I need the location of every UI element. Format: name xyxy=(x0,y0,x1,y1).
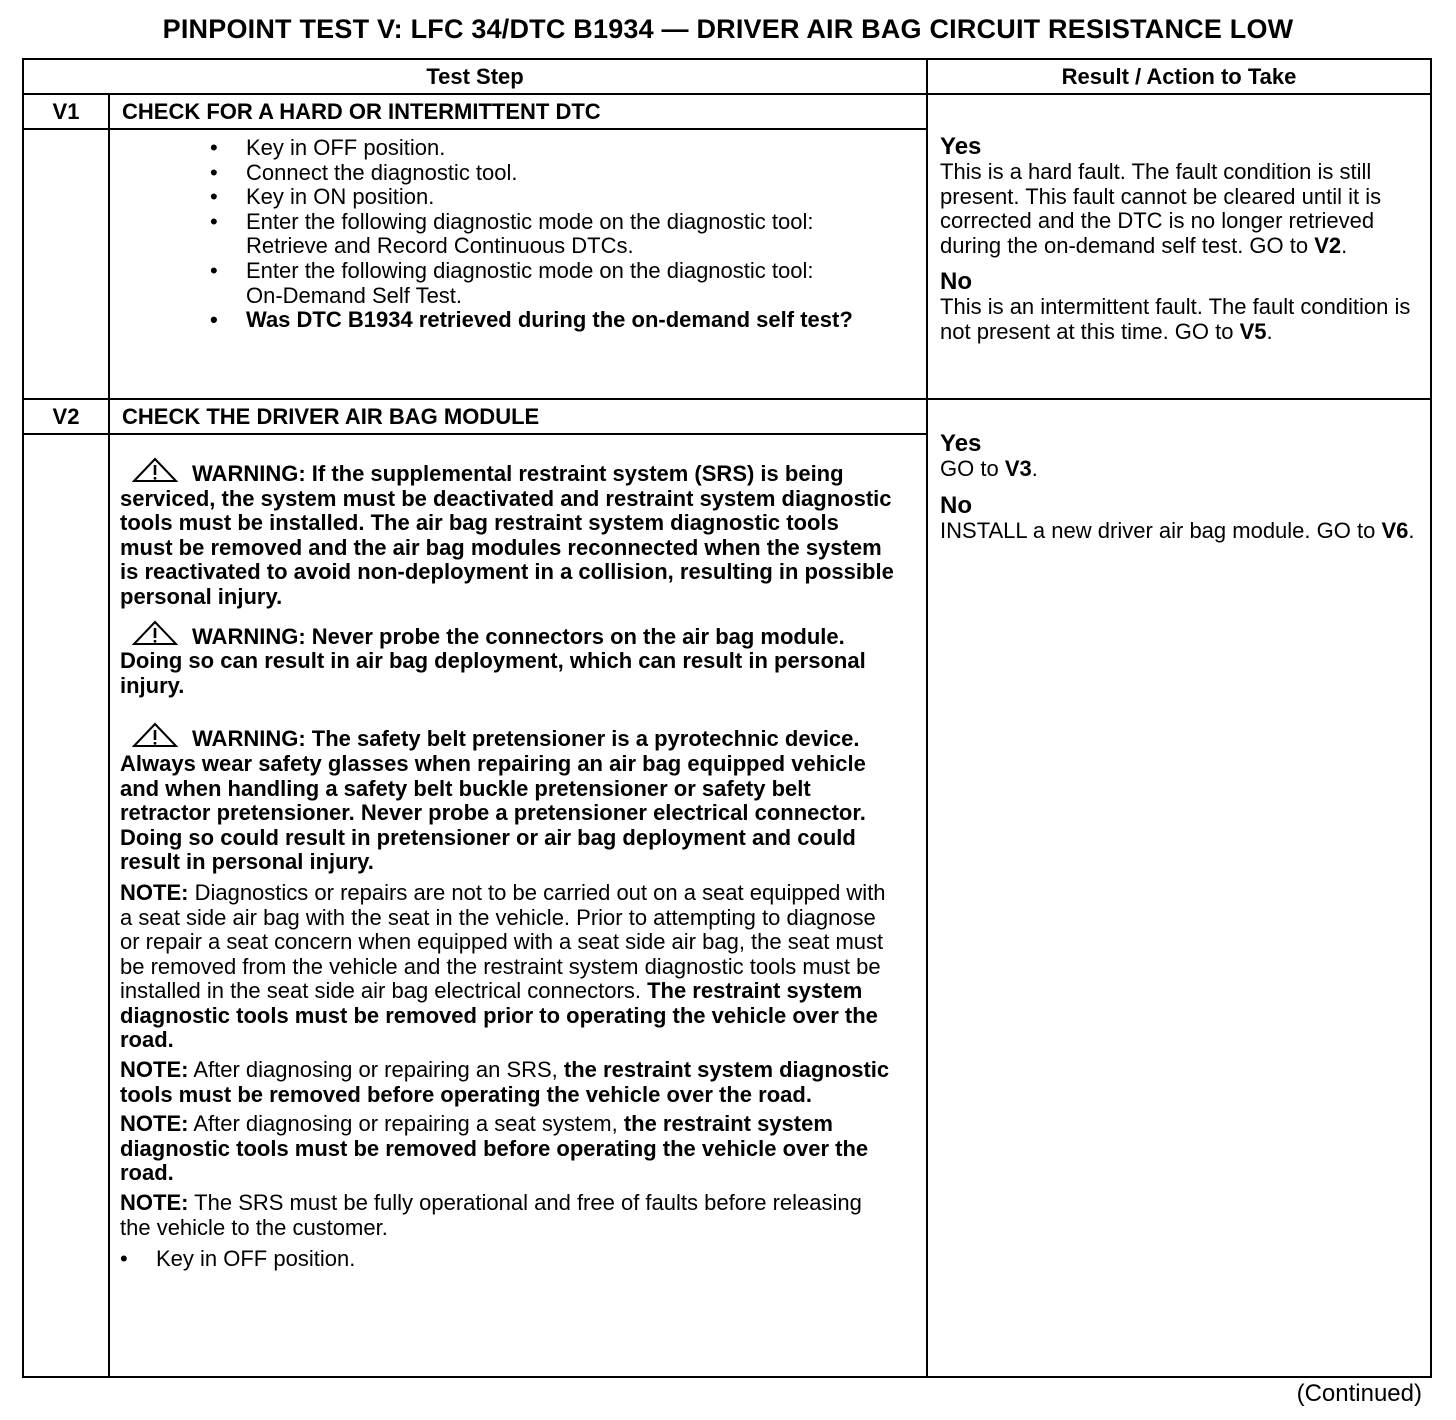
goto-step: V2 xyxy=(1314,232,1342,258)
goto-step: V5 xyxy=(1239,318,1267,344)
warning-triangle-icon xyxy=(132,457,178,483)
result-cell-v1 xyxy=(927,94,1431,399)
note-block: NOTE: The SRS must be fully operational and free of faults before releasing the vehicle to the customer. xyxy=(120,1190,862,1240)
yes-action: GO to V3. xyxy=(940,456,1038,481)
list-item: • Key in OFF position. xyxy=(120,1247,896,1272)
list-item: • Was DTC B1934 retrieved during the on-demand self test? xyxy=(210,308,926,333)
step-body xyxy=(109,434,927,1377)
yes-action: This is a hard fault. The fault condition is still present. This fault cannot be cleared until it is corrected and the DTC is no longer retrieved during the on-demand self test. GO to V2. xyxy=(940,159,1382,258)
step-heading: CHECK FOR A HARD OR INTERMITTENT DTC xyxy=(109,94,927,129)
step-id-spacer xyxy=(23,434,109,1377)
result-header: Result / Action to Take xyxy=(927,59,1431,94)
step-bullets xyxy=(120,1245,896,1272)
list-item: • Enter the following diagnostic mode on the diagnostic tool: On-Demand Self Test. xyxy=(210,259,926,308)
yes-label: Yes xyxy=(940,133,982,160)
list-item: • Key in ON position. xyxy=(210,185,926,210)
goto-step: V6 xyxy=(1381,517,1409,543)
note-block: NOTE: After diagnosing or repairing an SRS, the restraint system diagnostic tools must be removed before operating the vehicle over the road. xyxy=(120,1057,890,1107)
list-item: • Enter the following diagnostic mode on the diagnostic tool: Retrieve and Record Continuous DTCs. xyxy=(210,210,926,259)
no-action: This is an intermittent fault. The fault condition is not present at this time. GO to V5. xyxy=(940,294,1411,344)
warning-block: WARNING: If the supplemental restraint system (SRS) is being serviced, the system must be deactivated and restraint system diagnostic tools must be installed. The air bag restraint system diagnostic tools must be removed and the air bag modules reconnected when the system is reactivated to avoid non-deployment in a collision, resulting in possible personal injury. xyxy=(120,457,896,610)
result-cell-v2 xyxy=(927,399,1431,1377)
warning-triangle-icon xyxy=(132,620,178,646)
note-block: NOTE: Diagnostics or repairs are not to be carried out on a seat equipped with a seat side air bag with the seat in the vehicle. Prior to attempting to diagnose or repair a seat concern when equipped with a seat side air bag, the seat must be removed from the vehicle and the restraint system diagnostic tools must be installed in the seat side air bag electrical connectors. The restraint system diagnostic tools must be removed prior to operating the vehicle over the road. xyxy=(120,879,886,1053)
yes-label: Yes xyxy=(940,430,982,457)
pinpoint-test-table xyxy=(22,58,1432,1378)
step-bullets xyxy=(110,130,926,333)
step-id-spacer xyxy=(23,129,109,399)
note-block: NOTE: After diagnosing or repairing a seat system, the restraint system diagnostic tools must be removed before operating the vehicle over the road. xyxy=(120,1111,869,1186)
step-row-v1 xyxy=(23,94,1431,129)
warning-block: WARNING: The safety belt pretensioner is a pyrotechnic device. Always wear safety glasses when repairing an air bag equipped vehicle and when handling a safety belt buckle pretensioner or safety belt retractor pretensioner. Never probe a pretensioner electrical connector. Doing so could result in pretensioner or air bag deployment and could result in personal injury. xyxy=(120,722,896,875)
list-item: • Connect the diagnostic tool. xyxy=(210,161,926,186)
goto-step: V3 xyxy=(1004,456,1032,481)
list-item: • Key in OFF position. xyxy=(210,136,926,161)
no-label: No xyxy=(940,491,973,519)
test-step-header: Test Step xyxy=(23,59,927,94)
continued-label: (Continued) xyxy=(1296,1380,1422,1407)
no-label: No xyxy=(940,268,973,296)
warning-block: WARNING: Never probe the connectors on the air bag module. Doing so can result in air bag deployment, which can result in personal injury. xyxy=(120,620,896,699)
step-id: V2 xyxy=(23,399,109,434)
step-row-v2 xyxy=(23,399,1431,434)
page-title: PINPOINT TEST V: LFC 34/DTC B1934 — DRIVER AIR BAG CIRCUIT RESISTANCE LOW xyxy=(162,14,1294,44)
no-action: INSTALL a new driver air bag module. GO to V6. xyxy=(940,517,1415,543)
step-id: V1 xyxy=(23,94,109,129)
step-body xyxy=(109,129,927,399)
table-header-row xyxy=(23,59,1431,94)
step-heading: CHECK THE DRIVER AIR BAG MODULE xyxy=(109,399,927,434)
warning-triangle-icon xyxy=(132,722,178,748)
